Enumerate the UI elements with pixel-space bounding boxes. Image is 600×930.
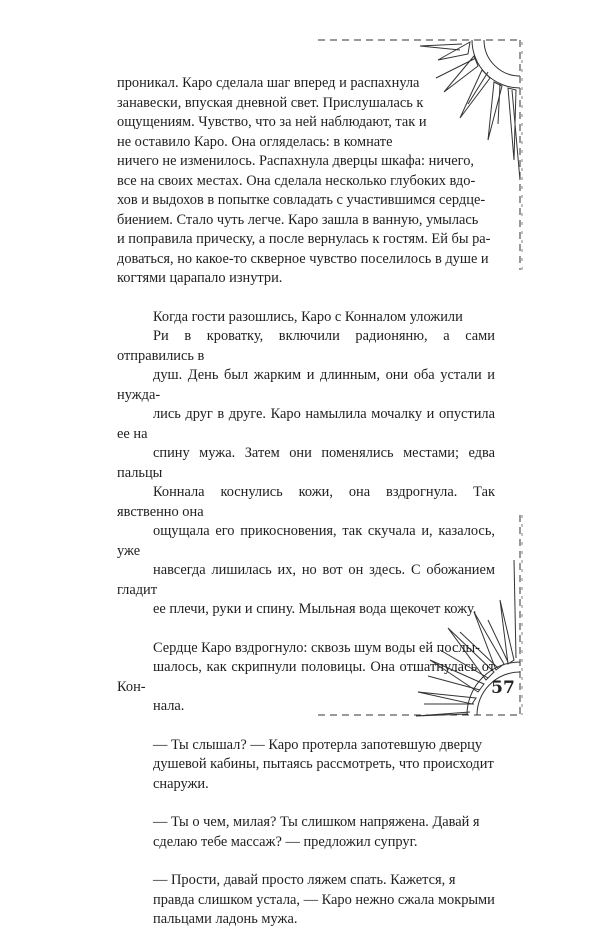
text-line: Сердце Каро вздрогнуло: сквозь шум воды ей послы-: [153, 639, 480, 656]
paragraph: [117, 639, 495, 717]
paragraph: [117, 308, 495, 620]
paragraph-gap: [117, 852, 495, 871]
text-line: снаружи.: [153, 775, 209, 792]
text-line: не оставило Каро. Она огляделась: в комнате: [117, 133, 393, 150]
text-line: душевой кабины, пытаясь рассмотреть, что происходит: [153, 756, 494, 772]
text-line: занавески, впуская дневной свет. Прислушалась к: [117, 94, 424, 111]
paragraph: [117, 74, 495, 289]
paragraph-gap: [117, 620, 495, 639]
text-line: Коннала коснулись кожи, она вздрогнула. Так явственно она: [117, 484, 495, 520]
text-line: ее плечи, руки и спину. Мыльная вода щекочет кожу.: [153, 601, 477, 617]
paragraph-gap: [117, 717, 495, 736]
text-line: Когда гости разошлись, Каро с Конналом уложили: [153, 308, 463, 325]
paragraph: [117, 871, 495, 930]
text-line: все на своих местах. Она сделала несколько глубоких вдо-: [117, 172, 476, 189]
paragraph-gap: [117, 289, 495, 308]
text-line: — Ты слышал? — Каро протерла запотевшую дверцу: [153, 736, 483, 753]
page-number: 57: [491, 678, 515, 698]
text-line: нала.: [153, 698, 185, 714]
paragraph-gap: [117, 794, 495, 813]
text-line: ощущениям. Чувство, что за ней наблюдают, так и: [117, 114, 427, 130]
text-line: биением. Стало чуть легче. Каро зашла в ванную, умылась: [117, 211, 479, 228]
text-line: и поправила прическу, а после вернулась к гостям. Ей бы ра-: [117, 231, 491, 247]
text-line: пальцами ладонь мужа.: [153, 911, 298, 927]
text-line: навсегда лишилась их, но вот он здесь. С обожанием гладит: [117, 562, 495, 598]
paragraph: [117, 813, 495, 852]
text-line: доваться, но какое-то скверное чувство поселилось в душе и: [117, 250, 489, 267]
text-line: шалось, как скрипнули половицы. Она отшатнулась от Кон-: [117, 659, 495, 695]
text-line: — Ты о чем, милая? Ты слишком напряжена. Давай я: [153, 814, 480, 830]
text-line: когтями царапало изнутри.: [117, 270, 283, 286]
text-line: Ри в кроватку, включили радионяню, а сами отправились в: [117, 328, 495, 364]
text-line: душ. День был жарким и длинным, они оба устали и нужда-: [117, 367, 495, 403]
text-line: — Прости, давай просто ляжем спать. Кажется, я: [153, 872, 456, 888]
text-line: лись друг в друге. Каро намылила мочалку и опустила ее на: [117, 406, 495, 442]
text-line: ощущала его прикосновения, так скучала и, казалось, уже: [117, 523, 495, 559]
text-line: ничего не изменилось. Распахнула дверцы шкафа: ничего,: [117, 153, 474, 169]
text-line: сделаю тебе массаж? — предложил супруг.: [153, 833, 418, 850]
body-text: [117, 74, 495, 930]
text-line: правда слишком устала, — Каро нежно сжала мокрыми: [153, 891, 495, 908]
text-line: хов и выдохов в попытке совладать с участившимся сердце-: [117, 192, 486, 208]
paragraph: [117, 736, 495, 795]
text-line: проникал. Каро сделала шаг вперед и распахнула: [117, 75, 420, 91]
text-line: спину мужа. Затем они поменялись местами; едва пальцы: [117, 445, 495, 481]
